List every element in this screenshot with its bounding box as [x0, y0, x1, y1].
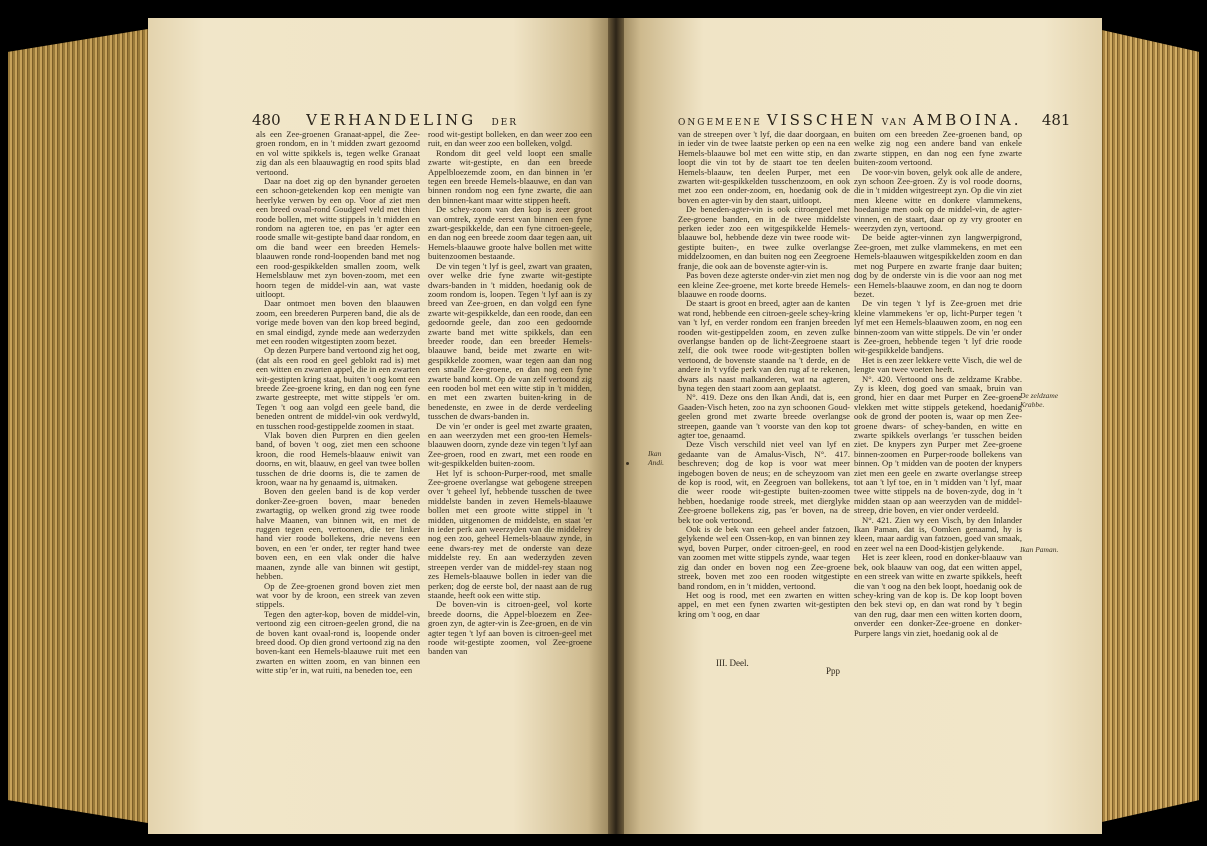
paragraph: rood wit-gestipt bolleken, en dan weer zoo een ruit, en dan weer zoo een bolleken, volgd.	[428, 129, 592, 149]
paragraph: De vin tegen 't lyf is Zee-groen met drie kleine vlammekens 'er op, licht-Purper tegen 't lyf met een Hemels-blaauwen zoom, en nog een binnen-zoom van witte stippels. De vin 'er onder is Zee-groen, hebbende tegen 't lyf drie roode wit-gespikkelde bandjens.	[854, 298, 1022, 356]
paragraph: N°. 420. Vertoond ons de zeldzame Krabbe. Zy is kleen, dog goed van smaak, bruin van grond, hier en daar met Purper en Zee-groene vlekken met witte stippels getekend, hoedanig ook de grond der pooten is, waar op men Zee-groene dwars- of schey-banden, en witte en zwarte spikkels overlangs 'er tusschen beiden ziet. De knypers zyn Purper met Zee-groene binnen-zoomen en Purper-roode bollekens van binnen. Op 't midden van de pooten der knypers ziet men een geele en zwarte overlangse streep tot aan 't lyf toe, en in 't midden van 't lyf, maar twee witte stippels na de boven-zyde, dog in 't midden staan op aan weerzyden van de middel-streep, drie boven, en vier onder verdeeld.	[854, 373, 1022, 516]
paragraph: Daar ontmoet men boven den blaauwen zoom, een breederen Purperen band, die als de vorige mede boven van den kop breed begind, en smal eindigd, zynde mede aan wederzyden met een rooden witgestipten zoom bezet.	[256, 298, 420, 346]
left-page	[148, 18, 616, 834]
paragraph: De staart is groot en breed, agter aan de kanten wat rond, hebbende een citroen-geele schey-kring van 't lyf, en verder rondom een franjen breeden rooden wit-gestippelden zoom, en zeven zulke overlangse banden op de licht-Zeegroene staart zelf, die ook twee roode wit-gestipten bollen vertoond, de bovenste staande na 't derde, en de andere in 't vyfde perk van den rug af te rekenen, dwars als naast malkanderen, wat na agteren, byna tegen den staart zoom aan geplaatst.	[678, 298, 850, 393]
right-page-edges	[1093, 28, 1199, 824]
paragraph: Boven den geelen band is de kop verder donker-Zee-groen boven, maar beneden zwartagtig, op welken grond zig twee roode halve Maanen, van binnen wit, en met de ruggen tegen een, vertoonen, die ter linker hand vier roode bollekens, drie nevens een boven, en een 'er onder, ter regter hand twee boven een, en een vlak onder die halve maanen, zynde alle van binnen wit gestipt, hebben.	[256, 486, 420, 582]
paragraph: De vin tegen 't lyf is geel, zwart van graaten, over welke drie fyne zwarte wit-gestipte dwars-banden in 't midden, hoedanig ook de zoom rondom is, loopen. Tegen 't lyf aan is zy breed van Zee-groen, en dan volgd een fyne zwarte wit-gespikkelde, dan een roode, dan een gedoornde geele, dan zoo een gedoornde zwarte band met witte spikkels, dan een breeder roode, dan een breeder Hemels-blaauwe band, beide met zwarte en wit-gespikkelde zoomen, waar tegen aan dan nog een smalle Zee-groene, en dan nog een fyne zwarte band komt. Op de van zelf vertoond zig een rooden bol met een witte stip in 't midden, en met een zwarten buiten-kring in de benedenste, en zwee in de derde verdeeling tusschen de dwars-banden in.	[428, 260, 592, 422]
paragraph: De beide agter-vinnen zyn langwerpigrond, Zee-groen, met zulke vlammekens, en met een Hemels-blaauwen witgespikkelden zoom en dan met nog Purpere en zwarte franje daar buiten; dog by de onderste vin is die voor aan nog met een Hemels-blaauwe zoom, en dan nog te doorn bezet.	[854, 232, 1022, 299]
paragraph: Het oog is rood, met een zwarten en witten appel, en met een fynen zwarten wit-gestipten kring om 't oog, en daar	[678, 589, 850, 619]
margin-note: Ikan Andi.	[648, 449, 665, 467]
running-title-small-2: VAN	[881, 118, 908, 128]
left-page-column-2	[428, 130, 592, 657]
right-page-column-1	[678, 130, 850, 619]
paragraph: Het is zeer kleen, rood en donker-blaauw van bek, ook blaauw van oog, dat een witten appel, en een streek van witte en zwarte spikkels, heeft die van 't oog na den bek loopt, hoedanig ook de schey-kring van de kop is. De kop loopt boven den bek stevi op, en dan wat rond by 't begin van den rug, daar men een witten korten doorn, onverder een donker-Zee-groene en donker-Purpere langs vin ziet, hoedanig ook al de	[854, 552, 1022, 638]
paragraph: Tegen den agter-kop, boven de middel-vin, vertoond zig een citroen-geelen grond, die na de boven kant ovaal-rond is, loopende onder breed dood. Op dien grond vertoond zig na den boven-kant een Hemels-blaauwe ruit met een zwarten en witten zoom, en van binnen een witte stip 'er in, wat ruiti, na beneden toe, een	[256, 608, 420, 676]
page-number: 481	[1041, 111, 1071, 129]
paragraph: Op dezen Purpere band vertoond zig het oog, (dat als een rood en geel geblokt rad is) met een witten en zwarten appel, die in een zwarten wit-gestipten kring staat, buiten 't oog komt een breede Zee-groene kring, en dan nog een fyne zwarte gestreepte, met witte stippels 'er om. Tegen 't oog aan volgd een geele band, die beneden ontrent de middel-vin ook verdwyld, en tusschen rood-gestippelde zoomen in staat.	[256, 345, 420, 431]
margin-note: Ikan Paman.	[1020, 545, 1059, 554]
paragraph: De boven-vin is citroen-geel, vol korte breede doorns, die Appel-bloezem en Zee-groen zyn, de agter-vin is Zee-groen, en de vin agter tegen 't lyf aan boven is citroen-geel met roode wit-gestipte zoomen, vol Zee-groene banden van	[428, 599, 592, 657]
paragraph: Rondom dit geel veld loopt een smalle zwarte wit-gestipte, en dan een breede Appelbloezemde zoom, en dan binnen in 'er tegen een breede Hemels-blaauwe, en dan van binnen rondom nog een fyne zwarte, die aan den binnen-kant maar witte stippen heeft.	[428, 147, 592, 205]
paragraph: De beneden-agter-vin is ook citroengeel met Zee-groene banden, en in de twee middelste perken ieder zoo een witgespikkelde Hemels-blaauwe bol, hebbende deze vin twee roode wit-gestipte buiten-, en twee zulke overlangse middelzoomen, en dan buiten nog een Zeegroene franje, die ook aan de bovenste agter-vin is.	[678, 204, 850, 271]
right-page-column-2	[854, 130, 1022, 638]
volume-signature: III. Deel.	[716, 658, 749, 668]
right-running-head	[678, 110, 1070, 129]
left-running-head	[252, 110, 518, 129]
paragraph: Ook is de bek van een geheel ander fatzoen, gelykende wel een Ossen-kop, en van binnen zey wyd, boven Purper, onder citroen-geel, en rood van zoomen met witte stippels zynde, waar tegen zig dan onder en boven nog een Zee-groene streek, boven met zoo een rooden witgestipte band rondom, en in 't midden, vertoond.	[678, 524, 850, 591]
book-gutter	[608, 18, 624, 834]
open-book	[8, 18, 1199, 834]
paragraph: Het lyf is schoon-Purper-rood, met smalle Zee-groene overlangse wat gebogene streepen over 't geheel lyf, hebbende tusschen de twee middelste banden in zeven Hemels-blaauwe bollen met een groote witte stippel in 't midden, uitgenomen de middelste, en staat 'er in ieder perk aan weerzyden van die middelrey nog een zoo, geheel Hemels-blaauw zynde, in eene dwars-rey met de onderste van deze middelste rey. En aan wederzyden zeven streepen verder van de middel-rey staan nog zes Hemels-blaauwe bollen in ieder van die perken; dog de eerste bol, der naast aan de rug staande, heeft ook een witte stip.	[428, 467, 592, 600]
paragraph: De voor-vin boven, gelyk ook alle de andere, zyn schoon Zee-groen. Zy is vol roode doorns, die in 't midden witgestreept zyn. Op die vin ziet men kleene witte en donkere vlammekens, hoedanige men ook op de middel-vin, de agter-vinnen, en de staart, daar op zy vry grooter en weerzyden zyn, vertoond.	[854, 166, 1022, 234]
paragraph: N°. 421. Zien wy een Visch, by den Inlander Ikan Paman, dat is, Oomken genaamd, hy is kleen, maar aardig van fatzoen, goed van smaak, en zeer wel na een Dood-kistjen gelykende.	[854, 514, 1022, 553]
speck	[626, 462, 629, 465]
paragraph: van de streepen over 't lyf, die daar doorgaan, en in ieder vin de twee laatste perken op een na een Hemels-blaauwe bol met een witte stip, en dan loopt die vin tot by de staart toe ten deelen Hemels-blaauw, ten deelen Purper, met een zwarten wit-gespikkelden tusschenzoom, en ook met zoo een onder-zoom, en, hoedanig ook de boven en agter-vin by den staart, uitloopt.	[678, 129, 850, 205]
running-title-small-1: ONGEMEENE	[678, 118, 762, 128]
running-title: VERHANDELING	[306, 111, 477, 129]
left-page-column-1	[256, 130, 420, 676]
paragraph: Vlak boven dien Purpren en dien geelen band, of boven 't oog, ziet men een schoone kroon, die rood Hemels-blaauw eniwit van doorns, en wit, blaauw, en geel van twee bollen tusschen de drie doorns is, die te zamen de kroon, waar na hy genaamd is, uitmaken.	[256, 430, 420, 488]
margin-note: De zeldzame Krabbe.	[1020, 391, 1059, 409]
paragraph: Pas boven deze agterste onder-vin ziet men nog een kleine Zee-groene, met korte breede Hemels-blaauwe en roode doorns.	[678, 270, 850, 299]
paragraph: De vin 'er onder is geel met zwarte graaten, en aan weerzyden met een groo-ten Hemels-blaauwen doorn, zynde deze vin tegen 't lyf aan Zee-groen, rood en zwart, met een roode en wit-gespikkelden buiten-zoom.	[428, 420, 592, 469]
gathering-signature: Ppp	[826, 666, 841, 676]
paragraph: Op de Zee-groenen grond boven ziet men wat voor by de kroon, een streek van zeven stippels.	[256, 580, 420, 610]
running-title-2: AMBOINA.	[913, 111, 1022, 129]
paragraph: N°. 419. Deze ons den Ikan Andi, dat is, een Gaaden-Visch heten, zoo na zyn schoonen Goud-geelen grond met zwarte breede overlangse streepen, gaande van 't voorste van den kop tot agter toe, genaamd.	[678, 392, 850, 440]
running-title-small: DER	[491, 118, 518, 128]
paragraph: buiten om een breeden Zee-groenen band, op welke zig nog een andere band van enkele zwarte stippen, en dan nog een fyne zwarte buiten-zoom vertoond.	[854, 129, 1022, 168]
right-page	[616, 18, 1102, 834]
paragraph: als een Zee-groenen Granaat-appel, die Zee-groen rondom, en in 't midden zwart gezoomd en vol witte spikkels is, tegen welke Granaat zig dan als een blaauwagtig en rood spits blad vertoond.	[256, 129, 420, 177]
paragraph: Daar na doet zig op den bynander geroeten een schoon-getekenden kop een menigte van heerlyke verwen by een op. Voor af ziet men een breed ovaal-rond Goudgeel veld met thien roode bollen, met witte stippels in 't midden en rondom na agteren toe, en pas 'er agter een roode smalle wit-gestipte band daar rondom, en om die band weer een breeden Hemels-blaauwen ronde rond-loopenden band met nog een rood-gespikkelden smallen zoom, welk Hemelsblauw met zyn boven-zoom, met een hoorn tegen de middel-vin aan, wat vaste uitloopt.	[256, 176, 420, 299]
paragraph: De schey-zoom van den kop is zeer groot van omtrek, zynde eerst van binnen een fyne zwart-gespikkelde, dan een fyne citroen-geele, en dan nog een breede zoom daar tegen aan, uit Hemels-blaauwe groote halve bollen met witte buitenzoomen bestaande.	[428, 204, 592, 262]
paragraph: Het is een zeer lekkere vette Visch, die wel de lengte van twee voeten heeft.	[854, 354, 1022, 375]
page-number: 480	[252, 111, 281, 129]
paragraph: Deze Visch verschild niet veel van lyf en gedaante van de Amalus-Visch, N°. 417. beschreven; dog de kop is voor wat meer ingebogen boven de neus; en de scheyzoom van de kop is rood, wit, en Zeegroen van bollekens, die weer roode wit-gestipte buiten-zoomen hebben, hoedanige roode streek, met dierglyke Zee-groene bollekens zig, pas 'er boven, na de bek toe ook vertoond.	[678, 439, 850, 525]
left-page-edges	[8, 28, 154, 824]
running-title: VISSCHEN	[766, 111, 877, 129]
